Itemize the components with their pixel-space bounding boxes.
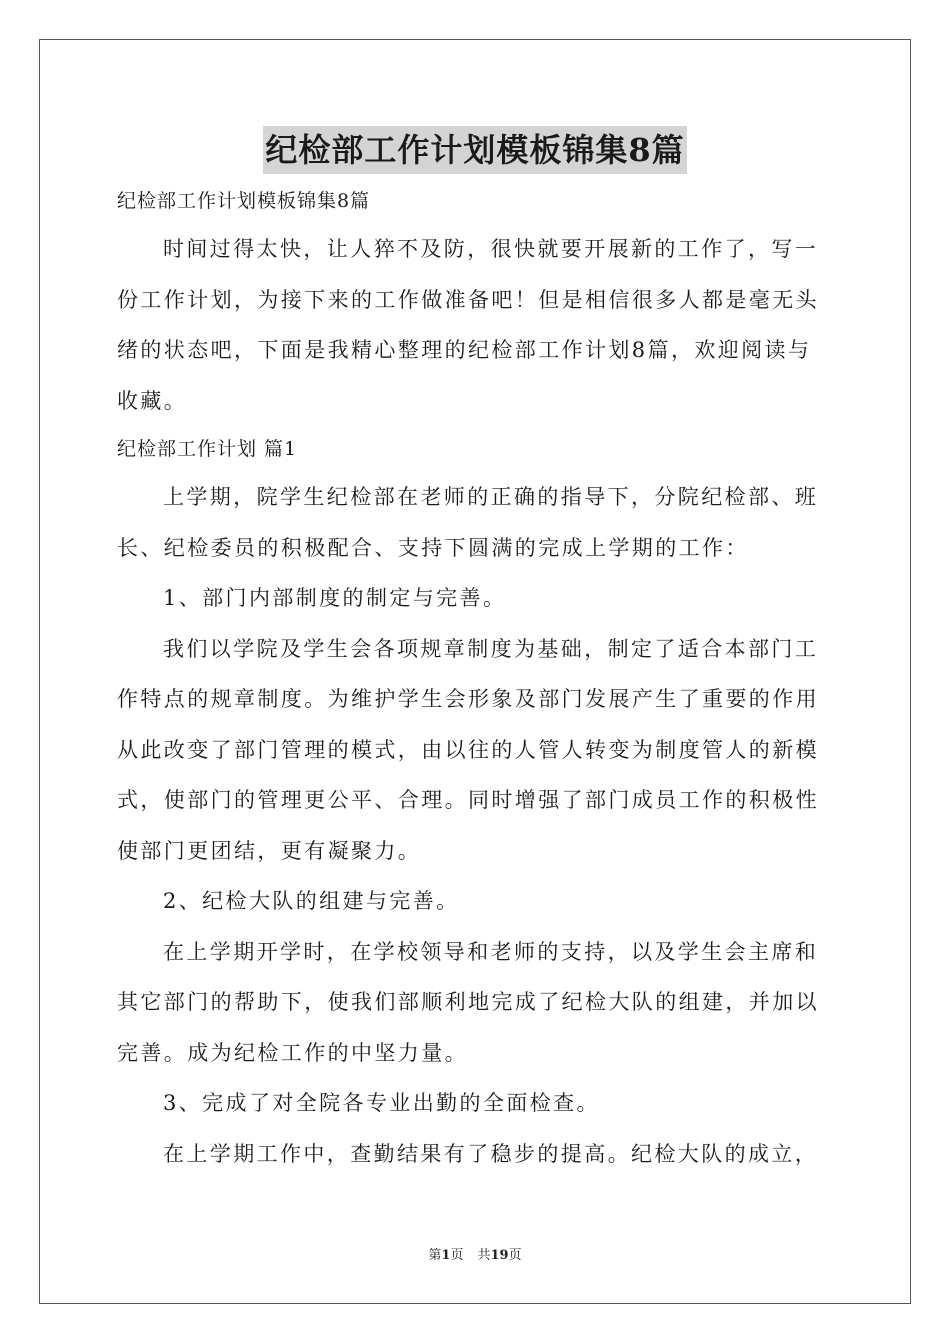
text-line: 份工作计划，为接下来的工作做准备吧！但是相信很多人都是毫无头: [117, 287, 819, 312]
document-subtitle: 纪检部工作计划模板锦集8篇: [117, 190, 371, 212]
text-line: 在上学期开学时，在学校领导和老师的支持，以及学生会主席和: [163, 939, 819, 964]
footer-page-number: 1: [441, 1248, 451, 1263]
text-line: 式，使部门的管理更公平、合理。同时增强了部门成员工作的积极性: [117, 788, 819, 812]
list-item-1: 1、部门内部制度的制定与完善。: [163, 586, 507, 610]
footer-total-suffix: 页: [508, 1248, 522, 1263]
footer-total-pages: 19: [490, 1248, 509, 1263]
text-line: 收藏。: [117, 388, 188, 413]
text-line: 上学期，院学生纪检部在老师的正确的指导下，分院纪检部、班: [163, 485, 819, 509]
text-line: 我们以学院及学生会各项规章制度为基础，制定了适合本部门工: [163, 636, 819, 661]
text-line: 使部门更团结，更有凝聚力。: [117, 838, 422, 863]
list-item-3: 3、完成了对全院各专业出勤的全面检查。: [163, 1091, 600, 1115]
paragraph-3: [117, 927, 833, 1079]
footer-page-suffix: 页: [450, 1248, 464, 1263]
text-line: 作特点的规章制度。为维护学生会形象及部门发展产生了重要的作用: [117, 687, 819, 711]
text-line: 时间过得太快，让人猝不及防，很快就要开展新的工作了，写一: [163, 237, 819, 261]
text-line: 其它部门的帮助下，使我们部顺利地完成了纪检大队的组建，并加以: [117, 990, 819, 1014]
paragraph-1: [117, 472, 833, 573]
page-footer: [0, 1247, 950, 1265]
document-title: 纪检部工作计划模板锦集8篇: [263, 126, 686, 174]
document-body: [117, 178, 833, 1179]
text-line: 绪的状态吧，下面是我精心整理的纪检部工作计划8篇，欢迎阅读与: [117, 338, 812, 362]
intro-paragraph: [117, 224, 833, 426]
title-container: [0, 126, 950, 174]
text-line: 完善。成为纪检工作的中坚力量。: [117, 1040, 468, 1065]
section-heading: 纪检部工作计划 篇1: [117, 438, 298, 460]
text-line: 从此改变了部门管理的模式，由以往的人管人转变为制度管人的新模: [117, 737, 819, 762]
list-item-2: 2、纪检大队的组建与完善。: [163, 889, 460, 913]
text-line: 在上学期工作中，查勤结果有了稳步的提高。纪检大队的成立，: [163, 1141, 819, 1166]
footer-page-prefix: 第: [428, 1248, 442, 1263]
text-line: 长、纪检委员的积极配合、支持下圆满的完成上学期的工作：: [117, 535, 749, 560]
paragraph-4: [117, 1129, 833, 1180]
footer-total-prefix: 共: [477, 1248, 491, 1263]
paragraph-2: [117, 624, 833, 877]
